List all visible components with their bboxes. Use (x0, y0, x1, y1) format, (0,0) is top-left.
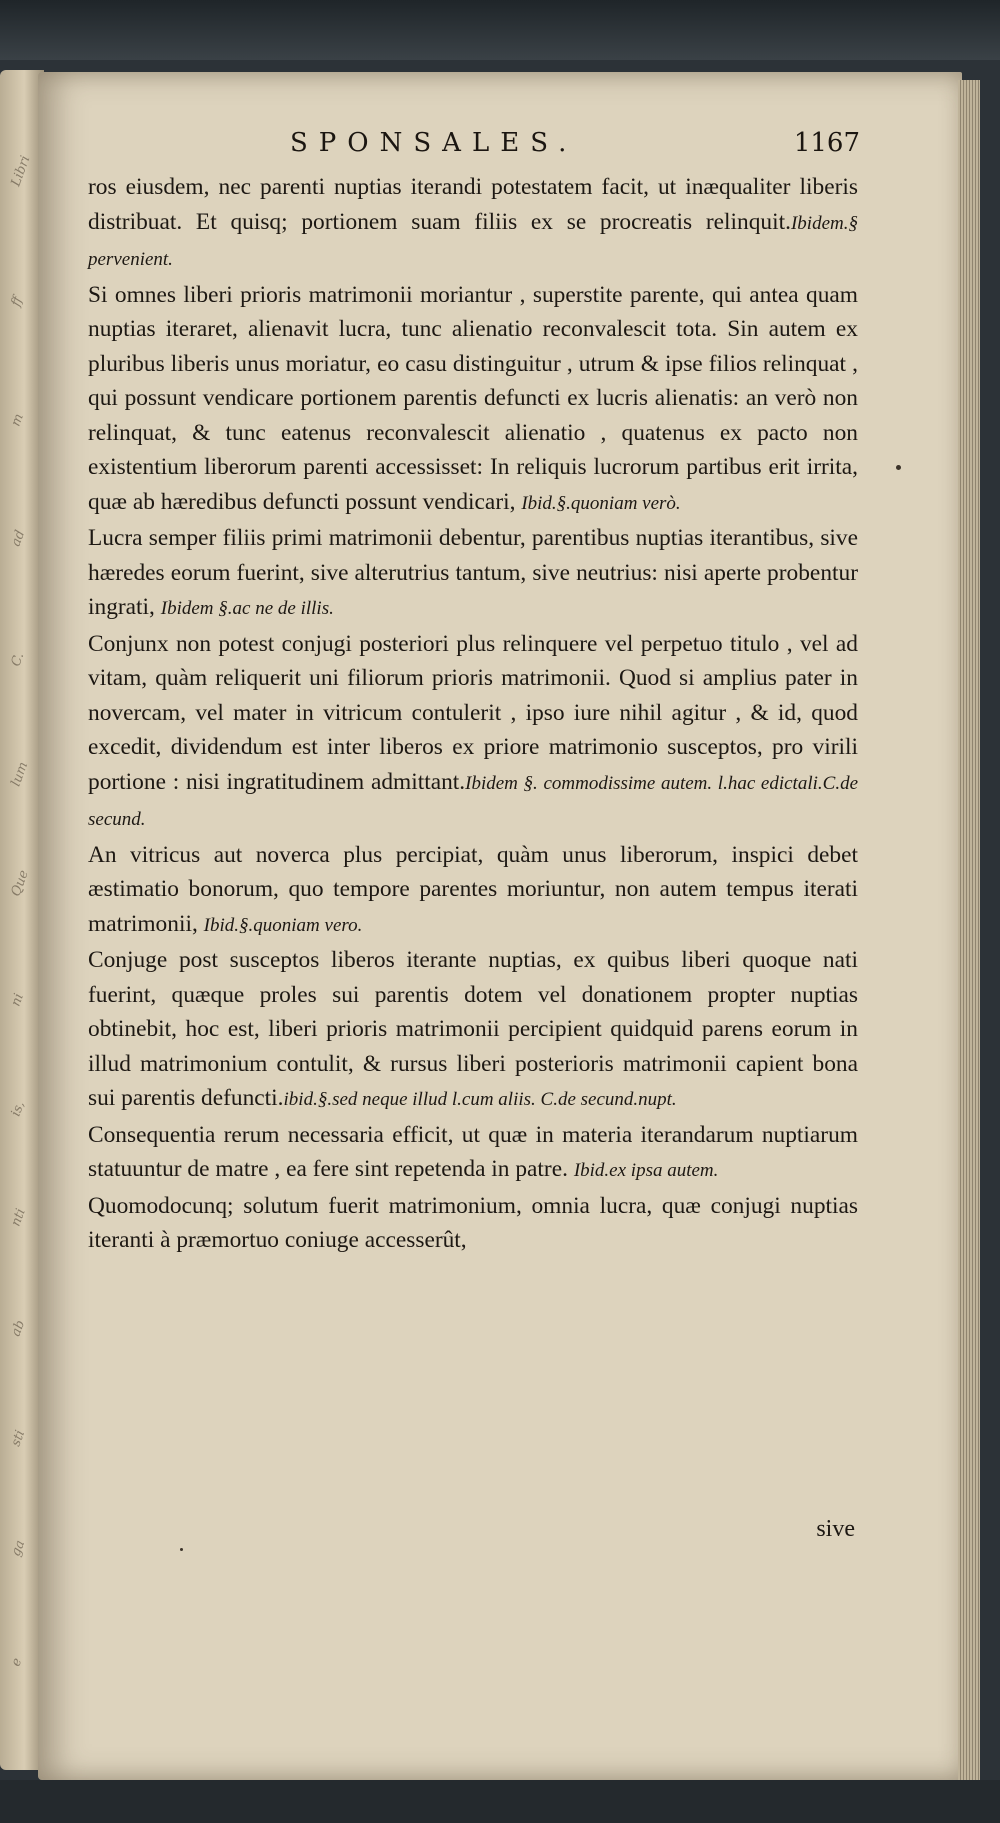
margin-fragment: Libri (8, 153, 34, 189)
paragraph (88, 627, 858, 838)
margin-fragment: ab (8, 1318, 29, 1339)
margin-fragment: lum (8, 760, 32, 789)
citation: Ibid.§.quoniam verò. (521, 492, 681, 514)
page-number: 1167 (793, 128, 860, 158)
paragraph (88, 278, 858, 522)
paragraph (88, 838, 858, 944)
margin-fragment: nti (8, 1206, 29, 1229)
paragraph (88, 521, 858, 627)
ink-speck (180, 1548, 183, 1551)
ink-speck (896, 465, 901, 470)
citation: Ibidem §.ac ne de illis. (160, 598, 334, 619)
citation: Ibidem §. commodissime autem. l.hac edictali.C.de secund. (88, 772, 858, 830)
scan-background-bottom (0, 1780, 1000, 1823)
citation: Ibidem.§ pervenient. (88, 212, 858, 270)
paragraph (88, 1189, 858, 1258)
margin-fragment: C. (8, 650, 28, 669)
paragraph-text: Conjunx non potest conjugi posteriori plus relinquere vel perpetuo titulo , vel ad vitam, quàm reliquerit uni filiorum prioris matrimonii. Quod si amplius pater in novercam, vel mater in vitricum contulerit , ipso iure nihil agitur , & id, quod excedit, dividendum est inter liberos ex priore matrimonio susceptos, pro virili portione : nisi ingratitudinem admittant. (88, 630, 858, 795)
page-block-edge (958, 80, 980, 1780)
paragraph-text: Lucra semper filiis primi matrimonii debentur, parentibus nuptias iterantibus, sive hæredes eorum fuerint, sive alterutrius tantum, sive neutrius: nisi aperte probentur ingrati, (88, 525, 858, 620)
margin-fragment: m (8, 411, 27, 429)
paragraph-text: ros eiusdem, nec parenti nuptias iterandi potestatem facit, ut inæqualiter liberis distribuat. Et quisq; portionem suam filiis ex se procreatis relinquit. (88, 174, 858, 235)
margin-fragment: sti (8, 1428, 29, 1449)
page-header (90, 128, 860, 168)
margin-fragment: ff (8, 294, 26, 309)
citation: ibid.§.sed neque illud l.cum aliis. C.de secund.nupt. (283, 1089, 677, 1110)
margin-fragment: e (8, 1656, 26, 1669)
margin-fragment: ad (8, 528, 29, 549)
paragraph (88, 170, 858, 278)
paragraph-text: Quomodocunq; solutum fuerit matrimonium, omnia lucra, quæ conjugi nuptias iteranti à præmortuo coniuge accesserût, (88, 1192, 858, 1253)
catchword: sive (816, 1516, 855, 1542)
paragraph (88, 1118, 858, 1189)
running-head: SPONSALES. (290, 128, 578, 158)
scan-background-top (0, 0, 1000, 60)
body-text (88, 170, 858, 1258)
paragraph-text: Consequentia rerum necessaria efficit, ut quæ in materia iterandarum nuptiarum statuuntur de matre , ea fere sint repetenda in patre. (88, 1121, 858, 1182)
margin-fragment: Que (8, 868, 32, 899)
citation: Ibid.ex ipsa autem. (573, 1160, 719, 1181)
paragraph (88, 943, 858, 1118)
margin-fragment: is, (8, 1099, 28, 1119)
citation: Ibid.§.quoniam vero. (203, 914, 363, 936)
margin-fragment: ga (8, 1538, 29, 1559)
paragraph-text: Si omnes liberi prioris matrimonii moriantur , superstite parente, qui antea quam nuptias iteraret, alienavit lucra, tunc alienatio reconvalescit tota. Sin autem ex pluribus liberis unus moriatur, eo casu distinguitur , utrum & ipse filios relinquat , qui possunt vendicare portionem parentis defuncti ex lucris alienatis: an verò non relinquat, & tunc eatenus reconvalescit alienatio , quatenus ex pacto non existentium liberorum parenti accessisset: In reliquis lucrorum partibus erit irrita, quæ ab hæredibus defuncti possunt vendicari, (88, 281, 858, 515)
margin-fragment: ni (8, 991, 27, 1009)
paragraph-text: Conjuge post susceptos liberos iterante nuptias, ex quibus liberi quoque nati fuerint, quæque proles sui parentis dotem vel donationem propter nuptias obtinebit, hoc est, liberi prioris matrimonii percipient quidquid parens eorum in illud matrimonium contulit, & rursus liberi posterioris matrimonii capient bona sui parentis defuncti. (88, 947, 858, 1111)
paragraph-text: An vitricus aut noverca plus percipiat, quàm unus liberorum, inspici debet æstimatio bonorum, quo tempore parentes moriuntur, non autem tempus iterati matrimonii, (88, 841, 858, 937)
